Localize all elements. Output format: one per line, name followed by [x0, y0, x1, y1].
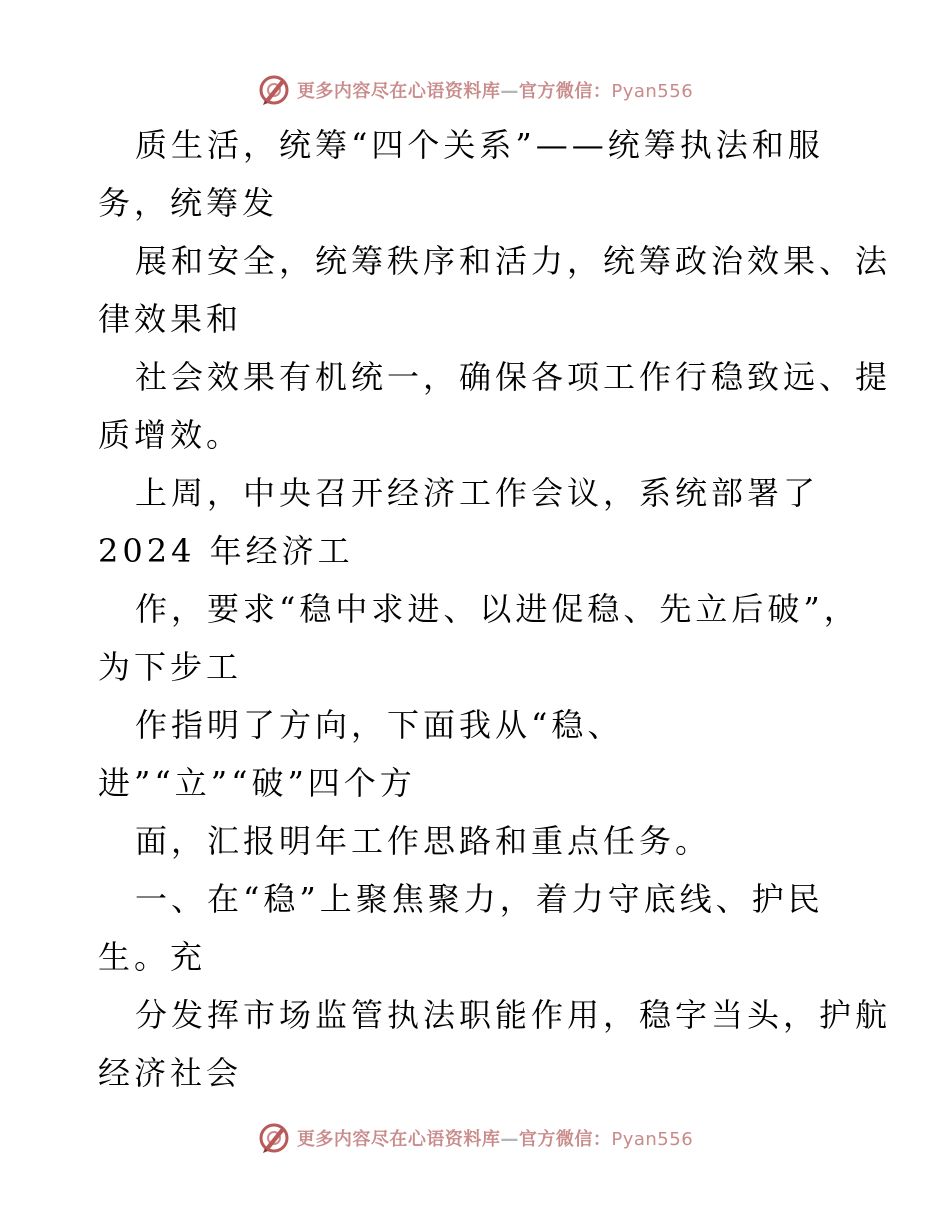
text-line: 作指明了方向，下面我从“稳、: [135, 706, 624, 744]
text-line: 一、在“稳”上聚焦聚力，着力守底线、护民: [135, 880, 824, 918]
text-line: 进”“立”“破”四个方: [98, 764, 416, 802]
watermark-header-content: [257, 73, 693, 107]
watermark-wechat-label: 官方微信：: [518, 1129, 612, 1150]
text-line: 2024 年经济工: [98, 532, 354, 570]
text-line: 作，要求“稳中求进、以进促稳、先立后破”，: [135, 590, 860, 628]
text-line: 展和安全，统筹秩序和活力，统筹政治效果、法: [135, 242, 892, 280]
text-line: 律效果和: [98, 300, 243, 338]
text-line: 质增效。: [98, 416, 243, 454]
watermark-footer: [0, 1118, 950, 1158]
text-line: 生。充: [98, 938, 207, 976]
watermark-text: [297, 1125, 693, 1151]
watermark-wechat-label: 官方微信：: [518, 81, 612, 102]
text-line: 质生活，统筹“四个关系”——统筹执法和服: [135, 126, 824, 164]
text-line: 社会效果有机统一，确保各项工作行稳致远、提: [135, 358, 892, 396]
text-line: 面，汇报明年工作思路和重点任务。: [135, 822, 712, 860]
watermark-separator: —: [500, 1129, 519, 1150]
watermark-footer-content: [257, 1121, 693, 1155]
document-body: [98, 123, 892, 1109]
watermark-header: [0, 70, 950, 110]
red-circle-pen-logo-icon: [257, 73, 291, 107]
watermark-text: [297, 77, 693, 103]
text-line: 为下步工: [98, 648, 243, 686]
watermark-wechat-id: Pyan556: [611, 81, 694, 102]
watermark-wechat-id: Pyan556: [611, 1129, 694, 1150]
text-line: 务，统筹发: [98, 184, 279, 222]
text-line: 上周，中央召开经济工作会议，系统部署了: [135, 474, 820, 512]
text-line: 分发挥市场监管执法职能作用，稳字当头，护航: [135, 996, 892, 1034]
red-circle-pen-logo-icon: [257, 1121, 291, 1155]
watermark-separator: —: [500, 81, 519, 102]
watermark-site-text: 更多内容尽在心语资料库: [296, 1129, 501, 1150]
text-line: 经济社会: [98, 1054, 243, 1092]
watermark-site-text: 更多内容尽在心语资料库: [296, 81, 501, 102]
